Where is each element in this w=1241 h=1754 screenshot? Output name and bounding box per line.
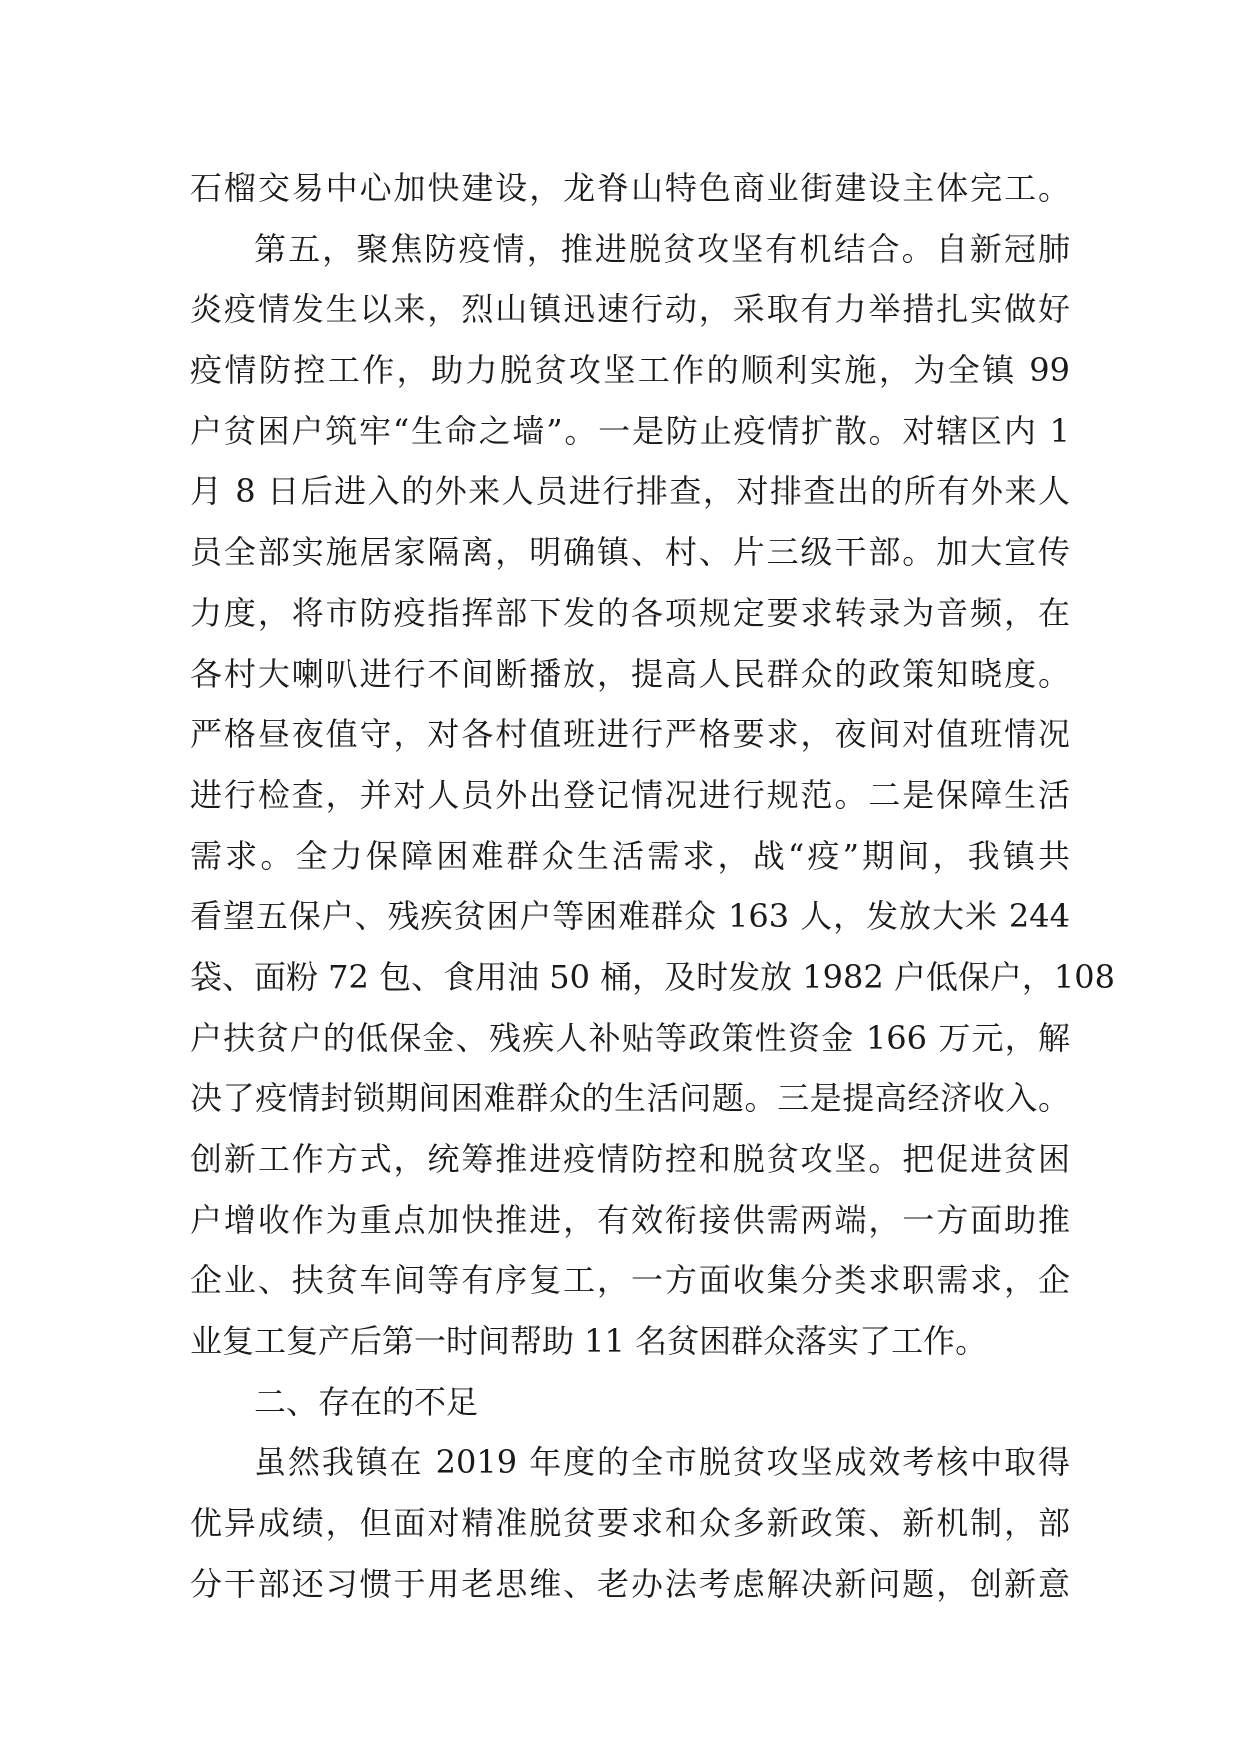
text-line: 袋、面粉 72 包、食用油 50 桶，及时发放 1982 户低保户，108 xyxy=(190,957,1115,996)
text-line: 员全部实施居家隔离，明确镇、村、片三级干部。加大宣传 xyxy=(190,533,1070,572)
text-line: 炎疫情发生以来，烈山镇迅速行动，采取有力举措扎实做好 xyxy=(190,290,1070,329)
text-line: 优异成绩，但面对精准脱贫要求和众多新政策、新机制，部 xyxy=(190,1504,1070,1543)
text-line: 石榴交易中心加快建设，龙脊山特色商业街建设主体完工。 xyxy=(190,169,1070,207)
paragraph-last-line: 业复工复产后第一时间帮助 11 名贫困群众落实了工作。 xyxy=(190,1322,988,1361)
text-line: 力度，将市防疫指挥部下发的各项规定要求转录为音频，在 xyxy=(190,593,1070,632)
text-line: 严格昼夜值守，对各村值班进行严格要求，夜间对值班情况 xyxy=(190,715,1070,754)
text-line: 看望五保户、残疾贫困户等困难群众 163 人，发放大米 244 xyxy=(190,897,1070,936)
paragraph-first-line: 虽然我镇在 2019 年度的全市脱贫攻坚成效考核中取得 xyxy=(254,1443,1070,1482)
text-line: 进行检查，并对人员外出登记情况进行规范。二是保障生活 xyxy=(190,775,1070,814)
text-line: 企业、扶贫车间等有序复工，一方面收集分类求职需求，企 xyxy=(190,1261,1070,1300)
text-line: 月 8 日后进入的外来人员进行排查，对排查出的所有外来人 xyxy=(190,472,1070,511)
text-line: 各村大喇叭进行不间断播放，提高人民群众的政策知晓度。 xyxy=(190,654,1070,693)
text-line: 决了疫情封锁期间困难群众的生活问题。三是提高经济收入。 xyxy=(190,1079,1070,1118)
text-line: 分干部还习惯于用老思维、老办法考虑解决新问题，创新意 xyxy=(190,1564,1070,1603)
text-line: 户贫困户筑牢“生命之墙”。一是防止疫情扩散。对辖区内 1 xyxy=(190,411,1070,450)
text-line: 疫情防控工作，助力脱贫攻坚工作的顺利实施，为全镇 99 xyxy=(190,351,1070,390)
text-line: 需求。全力保障困难群众生活需求，战“疫”期间，我镇共 xyxy=(190,836,1070,875)
text-line: 户扶贫户的低保金、残疾人补贴等政策性资金 166 万元，解 xyxy=(190,1018,1070,1057)
text-line: 创新工作方式，统筹推进疫情防控和脱贫攻坚。把促进贫困 xyxy=(190,1140,1070,1178)
body-text xyxy=(190,158,1115,1615)
text-line: 户增收作为重点加快推进，有效衔接供需两端，一方面助推 xyxy=(190,1200,1070,1239)
section-heading: 二、存在的不足 xyxy=(254,1382,479,1421)
paragraph-first-line: 第五，聚焦防疫情，推进脱贫攻坚有机结合。自新冠肺 xyxy=(254,229,1070,268)
